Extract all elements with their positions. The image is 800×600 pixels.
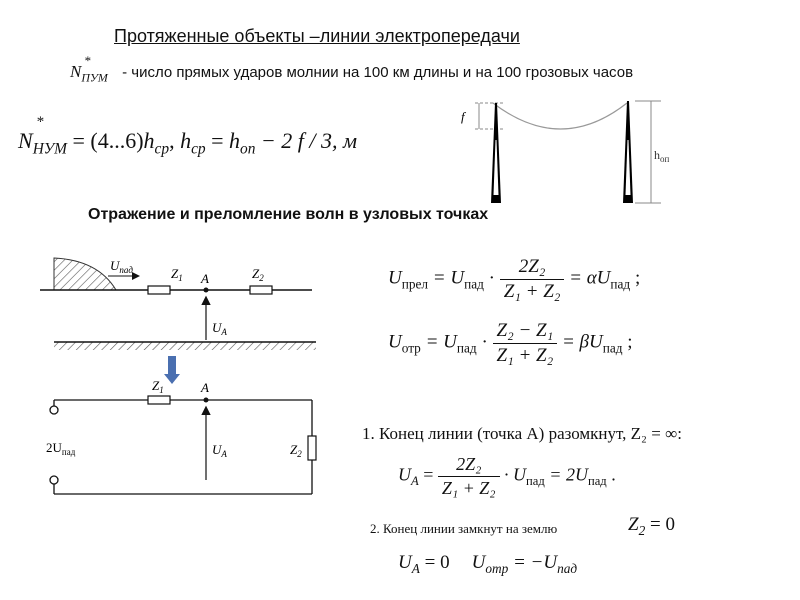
ua-label-eq: $U_A$ xyxy=(212,442,227,459)
formula-npum: N * $_{НУМ} = (4...6)h_{ср}$, $h_{ср} = h_{оп} - 2$ f / 3, м xyxy=(18,114,358,158)
case1-label: 1. Конец линии (точка A) разомкнут, Z₂ = ∞: xyxy=(362,424,682,443)
node-a xyxy=(204,288,209,293)
z1-resistor xyxy=(148,286,170,294)
terminal-bottom xyxy=(50,476,58,484)
height-label: $h_{оп}$ xyxy=(654,148,670,164)
definition-text: - число прямых ударов молнии на 100 км длины и на 100 грозовых часов xyxy=(122,64,634,81)
sag-label: f xyxy=(461,109,465,124)
z2-resistor xyxy=(250,286,272,294)
node-a-label: A xyxy=(201,271,209,286)
wire xyxy=(493,103,627,129)
eq-otr: $U_{отр} = U_{пад}$ · $\frac{\text{Z₂ − Z₁}}{\text{Z₁ + Z₂}}$ = $\beta U_{пад}$ ; xyxy=(388,320,633,366)
u-pad-label: $U_{пад}$ xyxy=(110,258,133,275)
definition-line xyxy=(70,53,634,85)
page-title: Протяженные объекты –линии электропередачи xyxy=(114,26,520,46)
z1-label: $Z_1$ xyxy=(171,266,183,283)
wave-front xyxy=(54,258,116,290)
ground-hatch xyxy=(54,342,316,350)
case1-equation: $U_A$ = $\frac{\text{2Z₂}}{\text{Z₁ + Z₂}}$ · $U_{пад} = 2U_{пад}$ . xyxy=(398,454,616,498)
transition-arrow xyxy=(168,356,176,374)
case2-z2: $Z_2 = 0$ xyxy=(628,514,675,538)
terminal-top xyxy=(50,406,58,414)
section-title: Отражение и преломление волн в узловых точках xyxy=(88,206,489,223)
node-a-eq xyxy=(204,398,209,403)
tower-diagram xyxy=(455,95,680,207)
z1-resistor-eq xyxy=(148,396,170,404)
eq-prel: $U_{прел} = U_{пад}$ · $\frac{\text{2Z₂}}{\text{Z₁ + Z₂}}$ = $\alpha U_{пад}$ ; xyxy=(388,256,641,302)
case2-label: 2. Конец линии замкнут на землю xyxy=(370,521,558,536)
z2-label-eq: $Z_2$ xyxy=(290,442,302,459)
case2-equation: $U_A = 0$ $U_{отр} = -U_{пад}$ xyxy=(398,552,578,576)
ua-label: $U_A$ xyxy=(212,320,227,337)
node-a-label-eq: A xyxy=(201,380,209,395)
npum-symbol: N * $_{ПУМ}$ xyxy=(70,53,108,85)
z2-resistor-eq xyxy=(308,436,316,460)
z1-label-eq: $Z_1$ xyxy=(152,378,164,395)
source-label: $2U_{пад}$ xyxy=(46,440,76,457)
circuit-diagram xyxy=(40,250,330,502)
z2-label: $Z_2$ xyxy=(252,266,264,283)
